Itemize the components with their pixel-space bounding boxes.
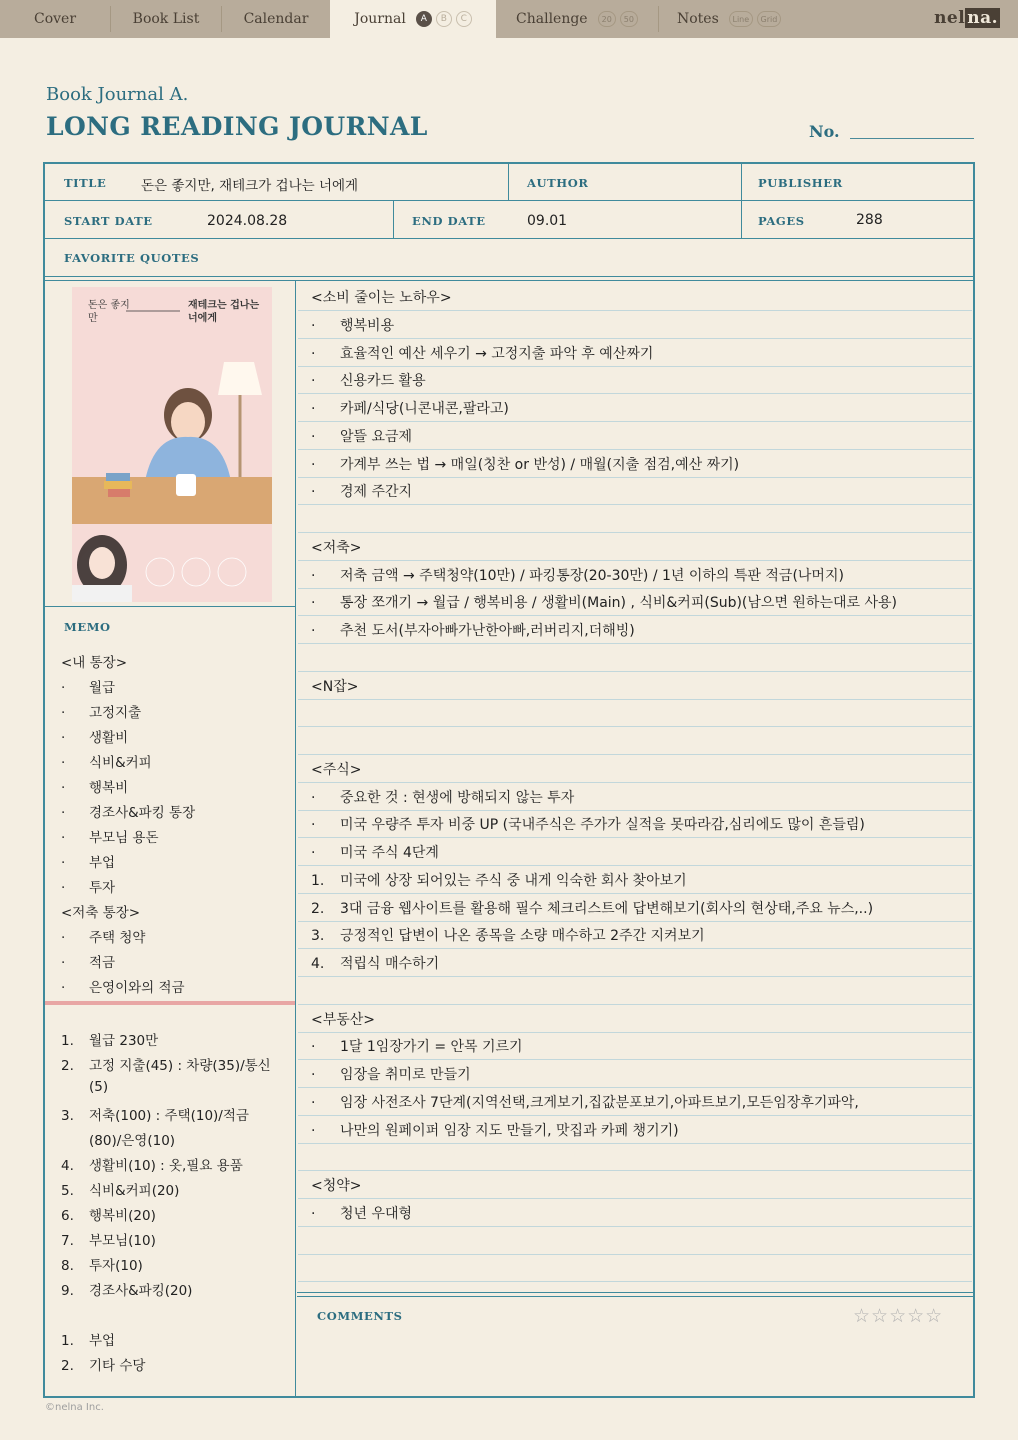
challenge-20-badge[interactable]: 20	[598, 11, 616, 27]
memo-label: MEMO	[64, 620, 111, 634]
memo-list-item	[61, 1104, 249, 1124]
quote-line	[311, 787, 574, 807]
memo-list-text: 식비&커피(20)	[89, 1183, 180, 1199]
quote-text: 미국에 상장 되어있는 주식 중 내게 익숙한 회사 찾아보기	[340, 872, 687, 889]
quote-line	[311, 1036, 523, 1056]
memo-list-text: 월급 230만	[89, 1033, 159, 1049]
quote-line	[311, 370, 426, 390]
quote-line	[311, 676, 358, 696]
divider	[741, 164, 742, 238]
quote-text: <부동산>	[311, 1011, 376, 1028]
ruled-line	[298, 1032, 972, 1033]
bullet: ·	[311, 567, 316, 584]
memo-highlight-divider	[45, 1001, 295, 1005]
memo-list-text: 저축(100) : 주택(10)/적금	[89, 1108, 249, 1124]
bullet: ·	[311, 845, 316, 861]
memo-list-text: 경조사&파킹(20)	[89, 1283, 193, 1299]
memo-text: 적금	[89, 955, 116, 971]
bullet: ·	[61, 930, 66, 946]
ruled-line	[298, 699, 972, 700]
list-number: 2.	[61, 1358, 74, 1374]
bullet: ·	[61, 955, 66, 971]
memo-list-item	[61, 1329, 115, 1349]
ruled-line	[298, 338, 972, 339]
quote-text: 미국 우량주 투자 비중 UP (국내주식은 주가가 실적을 못따라감,심리에도 많이 흔들림)	[340, 817, 865, 834]
memo-list-item	[61, 1254, 143, 1274]
memo-line	[61, 951, 115, 971]
number-label: No.	[809, 122, 840, 141]
list-number: 9.	[61, 1283, 74, 1299]
journal-b-badge[interactable]: B	[436, 11, 452, 27]
ruled-line	[298, 782, 972, 783]
author-label: AUTHOR	[527, 176, 589, 190]
ruled-line	[298, 893, 972, 894]
memo-line	[61, 751, 152, 771]
quote-line	[311, 1175, 362, 1195]
quote-line	[311, 481, 412, 501]
start-date-label: START DATE	[64, 214, 153, 228]
tab-label: Notes	[677, 11, 719, 27]
divider	[45, 276, 973, 277]
bullet: ·	[311, 1205, 316, 1222]
quote-line	[311, 953, 439, 973]
bullet: ·	[61, 880, 66, 896]
copyright: ©nelna Inc.	[45, 1402, 104, 1413]
memo-line	[61, 651, 127, 671]
ruled-line	[298, 976, 972, 977]
ruled-line	[298, 754, 972, 755]
memo-line	[61, 776, 128, 796]
memo-list-item	[61, 1229, 156, 1249]
top-tab-bar	[0, 0, 1018, 38]
ruled-line	[298, 588, 972, 589]
bullet: ·	[61, 705, 66, 721]
memo-line	[61, 701, 141, 721]
memo-list-text: 부모님(10)	[89, 1233, 156, 1249]
tab-challenge[interactable]	[496, 0, 658, 38]
quote-line	[311, 1009, 375, 1029]
ruled-line	[298, 948, 972, 949]
bullet: ·	[61, 830, 66, 846]
ruled-line	[298, 504, 972, 505]
bullet: ·	[61, 805, 66, 821]
bullet: ·	[311, 817, 316, 834]
notes-grid-badge[interactable]: Grid	[757, 11, 781, 27]
quote-text: <저축>	[311, 539, 362, 556]
divider	[45, 238, 973, 239]
book-cover-image	[72, 287, 272, 602]
bullet: ·	[61, 855, 66, 871]
list-number: 4.	[61, 1158, 74, 1174]
quote-text: <소비 줄이는 노하우>	[311, 290, 452, 306]
memo-list-item	[61, 1354, 145, 1374]
divider	[45, 606, 295, 607]
pages-value[interactable]: 288	[856, 212, 883, 228]
tab-journal[interactable]	[330, 0, 496, 38]
divider	[297, 1296, 973, 1297]
title-label: TITLE	[64, 176, 107, 190]
bullet: ·	[311, 428, 316, 445]
list-number: 7.	[61, 1233, 74, 1249]
bullet: ·	[311, 1094, 316, 1111]
memo-list-item	[61, 1279, 192, 1299]
quote-text: 행복비용	[340, 317, 395, 334]
ruled-line	[298, 560, 972, 561]
cover-title-left: 돈은 좋지만	[88, 300, 130, 324]
ruled-line	[298, 865, 972, 866]
quote-line	[311, 1064, 471, 1084]
list-number: 4.	[311, 956, 325, 972]
bullet: ·	[311, 484, 316, 501]
bullet: ·	[311, 789, 316, 806]
divider	[45, 280, 973, 281]
quote-text: 3대 금융 웹사이트를 활용해 필수 체크리스트에 답변해보기(회사의 현상태,주요 뉴스,..)	[340, 900, 874, 917]
ruled-line	[298, 837, 972, 838]
quote-text: 적립식 매수하기	[340, 956, 440, 972]
ruled-line	[298, 1087, 972, 1088]
memo-line	[61, 801, 195, 821]
ruled-line	[298, 1198, 972, 1199]
end-date-label: END DATE	[412, 214, 486, 228]
list-number: 1.	[61, 1033, 74, 1049]
memo-text: <저축 통장>	[61, 905, 141, 921]
quote-line	[311, 1120, 679, 1140]
ruled-line	[298, 532, 972, 533]
pages-label: PAGES	[758, 214, 805, 228]
divider	[45, 200, 973, 201]
tab-notes[interactable]	[659, 0, 799, 38]
memo-list-item	[61, 1029, 158, 1049]
memo-list-text: 생활비(10) : 옷,필요 용품	[89, 1158, 243, 1174]
journal-a-badge[interactable]: A	[416, 11, 432, 27]
quote-text: 긍정적인 답변이 나온 종목을 소량 매수하고 2주간 지켜보기	[340, 928, 705, 945]
quote-text: 저축 금액 → 주택청약(10만) / 파킹통장(20-30만) / 1년 이하의 특판 적금(나머지)	[340, 567, 844, 584]
cover-title-right: 재테크는 겁나는 너에게	[188, 300, 260, 324]
bullet: ·	[311, 1122, 316, 1139]
bullet: ·	[311, 317, 316, 334]
bullet: ·	[311, 595, 316, 612]
ruled-line	[298, 1226, 972, 1227]
ruled-line	[298, 615, 972, 616]
quote-line	[311, 592, 897, 612]
quote-text: <청약>	[311, 1178, 362, 1194]
ruled-line	[298, 643, 972, 644]
memo-text: 경조사&파킹 통장	[89, 805, 196, 821]
tab-label: Challenge	[516, 11, 588, 27]
memo-text: 행복비	[89, 780, 129, 796]
quote-text: 통장 쪼개기 → 월급 / 행복비용 / 생활비(Main) , 식비&커피(Sub)(남으면 원하는대로 사용)	[340, 595, 897, 612]
comments-label: COMMENTS	[317, 1309, 403, 1323]
memo-line	[61, 676, 115, 696]
list-number: 3.	[311, 928, 325, 945]
quote-text: 가계부 쓰는 법 → 매일(칭찬 or 반성) / 매월(지출 점검,예산 짜기)	[340, 456, 740, 473]
memo-text: 은영이와의 적금	[89, 980, 185, 996]
end-date-value[interactable]: 09.01	[527, 213, 568, 229]
memo-line	[61, 876, 115, 896]
ruled-line	[298, 1254, 972, 1255]
memo-list-text: 부업	[89, 1333, 116, 1349]
memo-line	[61, 926, 145, 946]
favorite-quotes-label: FAVORITE QUOTES	[64, 251, 200, 265]
ruled-line	[298, 1281, 972, 1282]
memo-list-text: 기타 수당	[89, 1358, 146, 1374]
quote-line	[311, 454, 739, 474]
brand-logo: nel na.	[934, 8, 998, 28]
quote-text: 경제 주간지	[340, 484, 413, 501]
quote-text: 나만의 원페이퍼 임장 지도 만들기, 맛집과 카페 챙기기)	[340, 1122, 679, 1139]
ruled-line	[298, 1059, 972, 1060]
notes-line-badge[interactable]: Line	[729, 11, 753, 27]
bullet: ·	[311, 1039, 316, 1056]
ruled-line	[298, 810, 972, 811]
bullet: ·	[61, 780, 66, 796]
tab-label: Cover	[33, 11, 77, 27]
quote-line	[311, 842, 439, 862]
bullet: ·	[61, 755, 66, 771]
ruled-line	[298, 726, 972, 727]
quote-text: 추천 도서(부자아빠가난한아빠,러버리지,더해빙)	[340, 623, 635, 639]
quote-text: 중요한 것 : 현생에 방해되지 않는 투자	[340, 789, 575, 806]
ruled-line	[298, 366, 972, 367]
bullet: ·	[311, 1067, 316, 1083]
quote-text: 1달 1임장가기 = 안목 기르기	[340, 1039, 523, 1056]
quote-text: 임장 사전조사 7단계(지역선택,크게보기,집값분포보기,아파트보기,모든임장후기파악,	[340, 1094, 859, 1111]
list-number: 1.	[61, 1333, 74, 1349]
number-field[interactable]	[850, 138, 974, 139]
tab-label: Journal	[354, 11, 406, 27]
memo-list-text: 행복비(20)	[89, 1208, 156, 1224]
quote-line	[311, 814, 865, 834]
memo-list-item	[61, 1304, 89, 1320]
quote-text: 알뜰 요금제	[340, 428, 413, 445]
bullet: ·	[311, 456, 316, 473]
list-number: 3.	[61, 1108, 74, 1124]
memo-text: 주택 청약	[89, 930, 146, 946]
cover-illustration	[72, 287, 272, 602]
tab-book-list[interactable]	[111, 0, 221, 38]
memo-line	[61, 976, 185, 996]
ruled-line	[298, 393, 972, 394]
journal-c-badge[interactable]: C	[456, 11, 472, 27]
publisher-label: PUBLISHER	[758, 176, 843, 190]
ruled-line	[298, 1143, 972, 1144]
memo-text: 투자	[89, 880, 116, 896]
tab-label: Calendar	[243, 11, 309, 27]
quote-line	[311, 537, 362, 557]
list-number: 2.	[61, 1058, 74, 1074]
quote-text: 임장을 취미로 만들기	[340, 1067, 471, 1083]
title-value[interactable]: 돈은 좋지만, 재테크가 겁나는 너에게	[141, 178, 359, 194]
memo-text: 월급	[89, 680, 116, 696]
quote-line	[311, 1092, 859, 1112]
memo-text: 부모님 용돈	[89, 830, 159, 846]
list-number: 2.	[311, 900, 325, 917]
bullet: ·	[311, 623, 316, 639]
tab-calendar[interactable]	[222, 0, 330, 38]
quote-line	[311, 620, 635, 640]
memo-text: 식비&커피	[89, 755, 152, 771]
quote-text: <주식>	[311, 761, 362, 778]
quote-text: <N잡>	[311, 678, 359, 695]
bullet: ·	[61, 730, 66, 746]
list-number: 5.	[61, 1183, 74, 1199]
page-title: LONG READING JOURNAL	[46, 112, 428, 141]
bullet: ·	[311, 345, 316, 362]
quote-line	[311, 426, 412, 446]
quote-line	[311, 315, 394, 335]
memo-list-text: (5)	[89, 1079, 109, 1095]
quote-line	[311, 898, 873, 918]
quote-line	[311, 565, 844, 585]
memo-text: 부업	[89, 855, 116, 871]
ruled-line	[298, 1170, 972, 1171]
bullet: ·	[61, 980, 66, 996]
memo-list-text: (80)/은영(10)	[89, 1133, 176, 1149]
memo-text: 생활비	[89, 730, 129, 746]
journal-subtitle: Book Journal A.	[46, 84, 189, 105]
quote-line	[311, 287, 452, 307]
quote-line	[311, 398, 509, 418]
bullet: ·	[311, 373, 316, 390]
memo-line	[61, 726, 128, 746]
challenge-50-badge[interactable]: 50	[620, 11, 638, 27]
memo-list-item	[61, 1204, 156, 1224]
list-number: 8.	[61, 1258, 74, 1274]
quote-line	[311, 343, 653, 363]
quote-text: 효율적인 예산 세우기 → 고정지출 파악 후 예산짜기	[340, 345, 654, 362]
ruled-line	[298, 671, 972, 672]
start-date-value[interactable]: 2024.08.28	[207, 213, 288, 229]
ruled-line	[298, 310, 972, 311]
divider	[508, 164, 509, 200]
quote-text: 청년 우대형	[340, 1205, 413, 1222]
list-number: 6.	[61, 1208, 74, 1224]
ruled-line	[298, 421, 972, 422]
memo-text: 고정지출	[89, 705, 142, 721]
ruled-line	[298, 1115, 972, 1116]
memo-list-text: 고정 지출(45) : 차량(35)/통신	[89, 1058, 271, 1074]
quote-line	[311, 925, 705, 945]
divider	[393, 200, 394, 238]
memo-list-text: 투자(10)	[89, 1258, 143, 1274]
tab-cover[interactable]	[0, 0, 110, 38]
memo-list-item	[61, 1154, 243, 1174]
ruled-line	[298, 921, 972, 922]
quote-text: 신용카드 활용	[340, 373, 426, 390]
quote-text: 미국 주식 4단계	[340, 845, 439, 861]
quote-line	[311, 870, 687, 890]
ruled-line	[298, 449, 972, 450]
ruled-line	[298, 477, 972, 478]
bullet: ·	[311, 401, 316, 417]
memo-line	[61, 901, 140, 921]
quote-line	[311, 759, 362, 779]
memo-list-item	[61, 1129, 175, 1149]
memo-line	[61, 851, 115, 871]
memo-list-item	[61, 1079, 108, 1095]
memo-line	[61, 826, 159, 846]
star-rating[interactable]: ☆☆☆☆☆	[853, 1305, 944, 1327]
quote-line	[311, 1203, 412, 1223]
list-number: 1.	[311, 872, 325, 889]
divider	[295, 280, 296, 1396]
tab-label: Book List	[132, 11, 200, 27]
memo-list-item	[61, 1179, 179, 1199]
memo-list-item	[61, 1054, 271, 1074]
quote-text: 카페/식당(니콘내콘,팔라고)	[340, 401, 509, 417]
bullet: ·	[61, 680, 66, 696]
divider	[297, 1292, 973, 1293]
ruled-line	[298, 1004, 972, 1005]
memo-text: <내 통장>	[61, 655, 128, 671]
